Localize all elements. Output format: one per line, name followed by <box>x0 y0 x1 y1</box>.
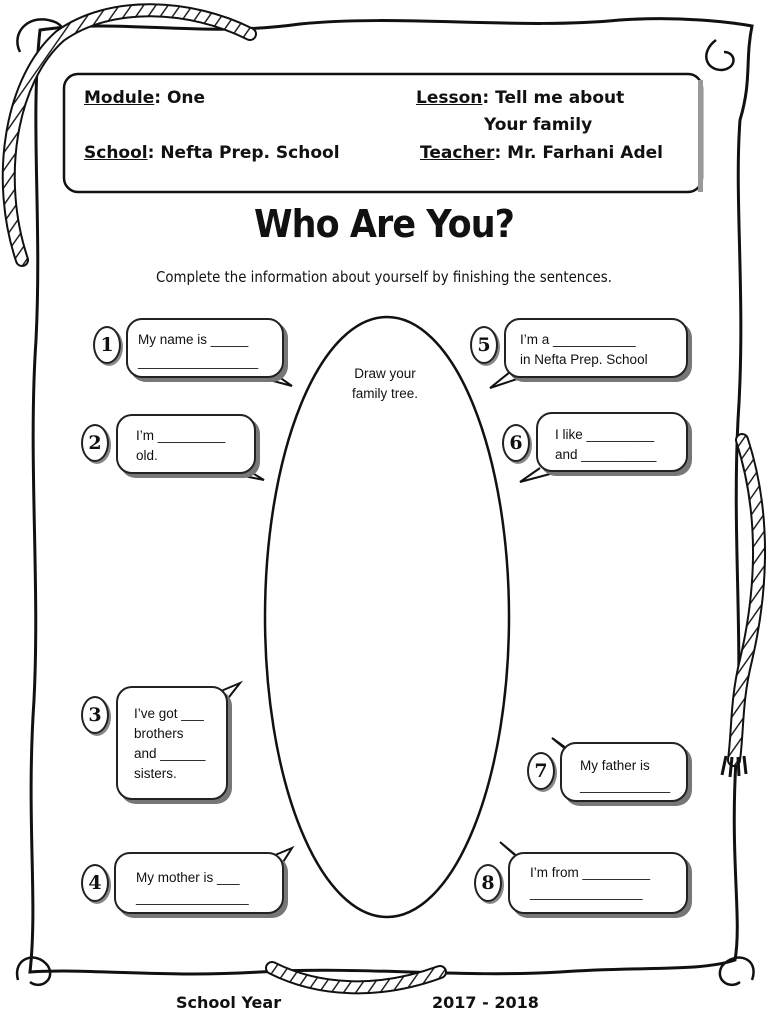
item-3-line3: and ______ <box>134 746 206 761</box>
item-4-line1: My mother is ___ <box>136 870 240 885</box>
item-8-line2: _______________ <box>530 885 643 900</box>
lesson-value-line1: : Tell me about <box>482 88 625 108</box>
module-value: : One <box>154 88 206 108</box>
item-1-line1: My name is _____ <box>138 332 249 347</box>
instructions: Complete the information about yourself by finishing the sentences. <box>156 268 612 286</box>
lesson-field <box>416 88 624 108</box>
family-tree-oval <box>265 317 509 917</box>
item-2-line2: old. <box>136 448 158 463</box>
item-3-line2: brothers <box>134 726 184 741</box>
item-5-line1: I’m a ___________ <box>520 332 636 347</box>
item-number-7: 7 <box>527 752 555 790</box>
teacher-label: Teacher <box>420 143 495 163</box>
module-label: Module <box>84 88 155 108</box>
item-7-line2: ____________ <box>580 778 671 793</box>
teacher-field <box>420 143 663 163</box>
family-tree-line1: Draw your <box>354 366 416 381</box>
item-4-line2: _______________ <box>136 890 249 905</box>
item-number-8: 8 <box>474 864 502 902</box>
item-7-line1: My father is <box>580 758 650 773</box>
item-1-line2: ________________ <box>138 354 259 369</box>
item-2-line1: I’m _________ <box>136 428 226 443</box>
family-tree-label <box>320 364 450 404</box>
school-value: : Nefta Prep. School <box>147 143 340 163</box>
item-3-line4: sisters. <box>134 766 177 781</box>
school-field <box>84 143 340 163</box>
page-title: Who Are You? <box>253 202 515 246</box>
item-6-line2: and __________ <box>555 447 657 462</box>
item-number-3: 3 <box>81 696 109 734</box>
item-number-6: 6 <box>502 424 530 462</box>
item-number-5: 5 <box>470 326 498 364</box>
family-tree-line2: family tree. <box>351 386 419 401</box>
item-number-1: 1 <box>93 326 121 364</box>
item-number-4: 4 <box>81 864 109 902</box>
module-field <box>84 88 205 108</box>
item-3-line1: I’ve got ___ <box>134 706 204 721</box>
school-year-label: School Year <box>176 993 282 1012</box>
lesson-value-line2: Your family <box>484 115 593 135</box>
teacher-value: : Mr. Farhani Adel <box>494 143 663 163</box>
school-year-value: 2017 - 2018 <box>432 993 539 1012</box>
lesson-label: Lesson <box>416 88 483 108</box>
item-6-line1: I like _________ <box>555 427 655 442</box>
item-5-line2: in Nefta Prep. School <box>520 352 648 367</box>
item-8-line1: I’m from _________ <box>530 865 651 880</box>
school-label: School <box>84 143 148 163</box>
item-number-2: 2 <box>81 424 109 462</box>
